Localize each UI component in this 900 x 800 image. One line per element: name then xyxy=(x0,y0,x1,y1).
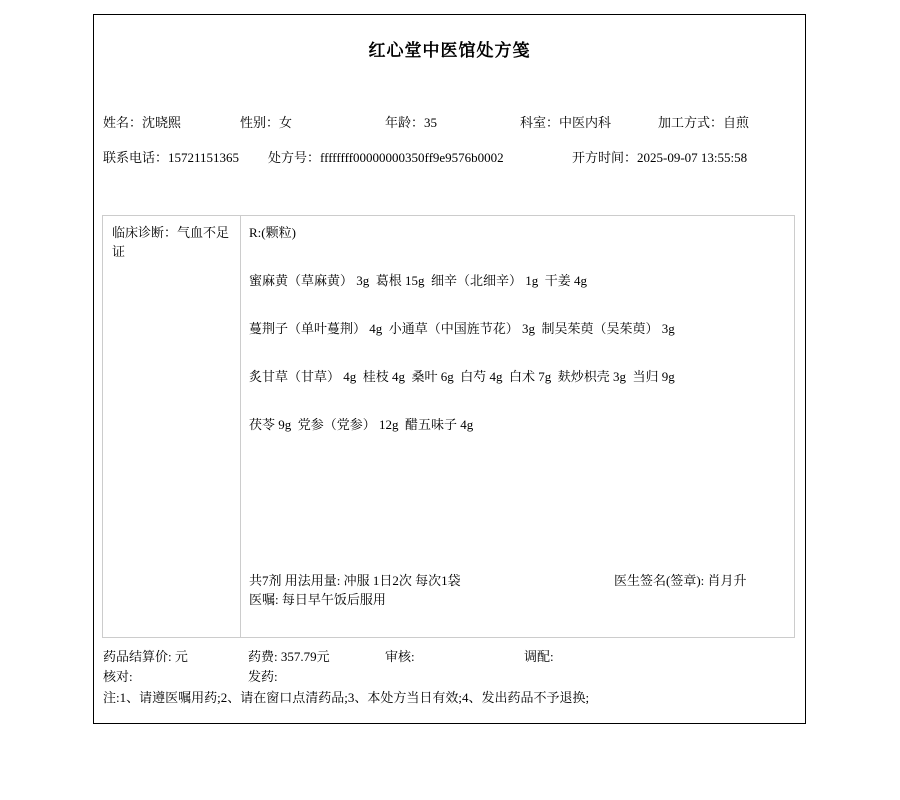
prescription-number-field: 处方号：ffffffff00000000350ff9e9576b0002 xyxy=(268,150,504,165)
patient-age-field: 年龄：35 xyxy=(385,115,438,130)
dispense-field: 发药: xyxy=(248,669,278,684)
check-field: 核对: xyxy=(103,669,133,684)
medication-cell xyxy=(241,216,794,637)
prescription-table xyxy=(102,215,795,638)
document-frame xyxy=(93,14,806,724)
usage-row xyxy=(249,571,786,590)
footer-notes: 注:1、请遵医嘱用药;2、请在窗口点清药品;3、本处方当日有效;4、发出药品不予退换; xyxy=(103,690,590,705)
processing-method-field: 加工方式：自煎 xyxy=(658,115,750,130)
department-field: 科室：中医内科 xyxy=(520,115,612,130)
settlement-price-field: 药品结算价: 元 xyxy=(103,649,188,664)
doctor-advice: 医嘱: 每日早午饭后服用 xyxy=(249,592,386,607)
doctor-signature: 医生签名(签章): 肖月升 xyxy=(614,573,747,588)
dosage-usage-text: 共7剂 用法用量: 冲服 1日2次 每次1袋 xyxy=(249,573,461,588)
clinical-diagnosis-cell: 临床诊断：气血不足证 xyxy=(103,216,241,637)
rx-header: R:(颗粒) xyxy=(249,225,296,240)
medication-line: 茯苓 9g 党参（党参） 12g 醋五味子 4g xyxy=(249,417,474,432)
medication-line: 蜜麻黄（草麻黄） 3g 葛根 15g 细辛（北细辛） 1g 干姜 4g xyxy=(249,273,588,288)
medication-line: 蔓荆子（单叶蔓荆） 4g 小通草（中国旌节花） 3g 制吴茱萸（吴茱萸） 3g xyxy=(249,321,675,336)
medication-line: 炙甘草（甘草） 4g 桂枝 4g 桑叶 6g 白芍 4g 白术 7g 麸炒枳壳 3g 当归 9g xyxy=(249,369,675,384)
compound-field: 调配: xyxy=(524,649,554,664)
review-field: 审核: xyxy=(385,649,415,664)
page-title: 红心堂中医馆处方笺 xyxy=(368,41,531,60)
patient-name-field: 姓名：沈晓熙 xyxy=(103,115,182,130)
issue-time-field: 开方时间：2025-09-07 13:55:58 xyxy=(572,150,748,165)
medicine-fee-field: 药费: 357.79元 xyxy=(248,649,330,664)
patient-gender-field: 性别：女 xyxy=(240,115,293,130)
usage-section xyxy=(249,571,786,609)
contact-phone-field: 联系电话：15721151365 xyxy=(103,150,240,165)
